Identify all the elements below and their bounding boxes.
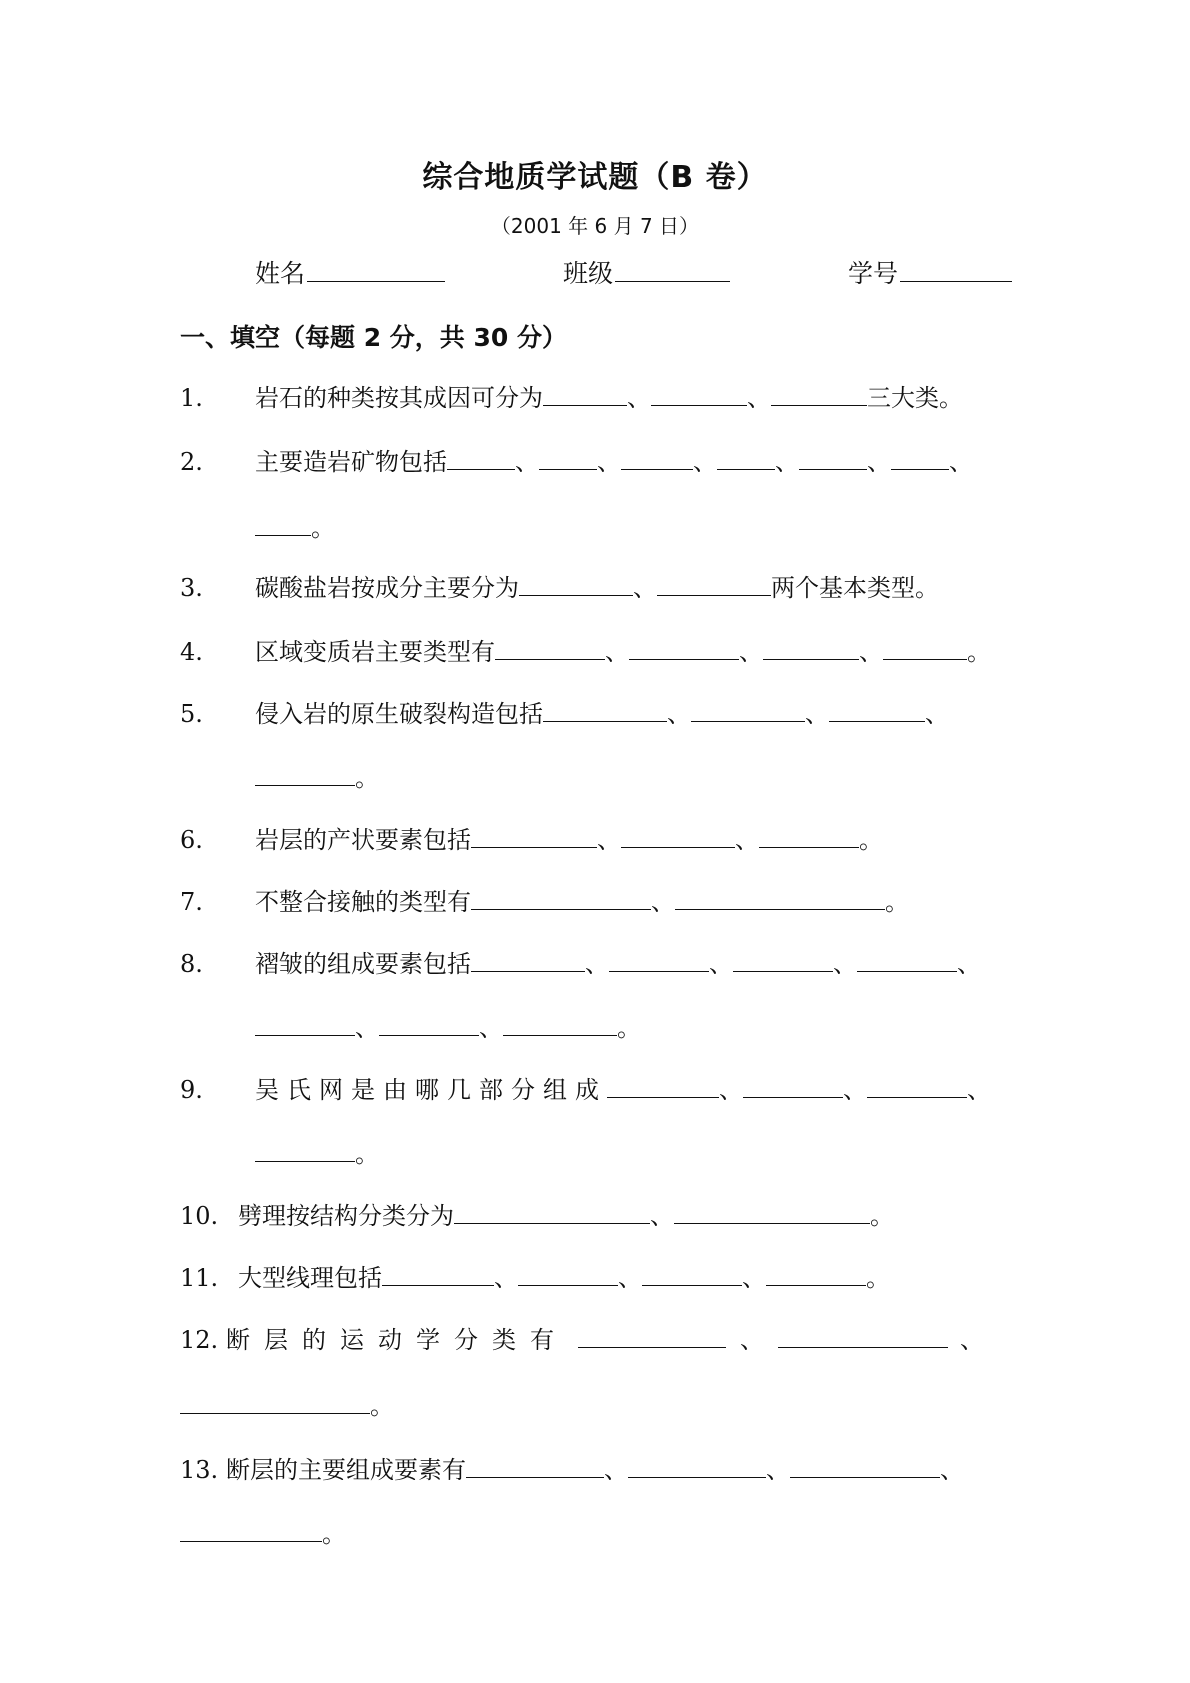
answer-blank[interactable] bbox=[255, 1139, 355, 1162]
question-text: 断层的主要组成要素有 bbox=[226, 1456, 466, 1484]
answer-blank[interactable] bbox=[471, 949, 585, 972]
question-number: 12. bbox=[180, 1326, 219, 1354]
question-text: 主要造岩矿物包括 bbox=[255, 448, 447, 476]
question-number: 2. bbox=[180, 448, 203, 476]
question-tail: 两个基本类型。 bbox=[771, 574, 939, 602]
answer-blank[interactable] bbox=[543, 699, 667, 722]
answer-blank[interactable] bbox=[518, 1263, 618, 1286]
answer-blank[interactable] bbox=[607, 1075, 719, 1098]
class-field[interactable] bbox=[563, 254, 730, 290]
question-2: 2. 主要造岩矿物包括 、 、 、 、 、 、 bbox=[180, 444, 1020, 480]
answer-blank[interactable] bbox=[675, 887, 885, 910]
question-text: 褶皱的组成要素包括 bbox=[255, 950, 471, 978]
question-2-continued: 。 bbox=[180, 510, 1095, 546]
answer-blank[interactable] bbox=[471, 825, 597, 848]
question-8-continued: 、 、 。 bbox=[180, 1010, 1095, 1046]
answer-blank[interactable] bbox=[255, 763, 355, 786]
question-number: 7. bbox=[180, 888, 203, 916]
answer-blank[interactable] bbox=[642, 1263, 742, 1286]
answer-blank[interactable] bbox=[674, 1201, 870, 1224]
question-text: 吴氏网是由哪几部分组成 bbox=[255, 1076, 607, 1104]
answer-blank[interactable] bbox=[255, 513, 311, 536]
name-label: 姓名 bbox=[255, 259, 306, 288]
question-8: 8. 褶皱的组成要素包括 、 、 、 、 bbox=[180, 946, 1020, 982]
answer-blank[interactable] bbox=[447, 447, 515, 470]
name-blank[interactable] bbox=[307, 257, 445, 282]
question-number: 1. bbox=[180, 384, 203, 412]
question-13-continued: 。 bbox=[180, 1516, 1020, 1552]
answer-blank[interactable] bbox=[763, 637, 859, 660]
answer-blank[interactable] bbox=[799, 447, 867, 470]
question-text: 大型线理包括 bbox=[238, 1264, 382, 1292]
question-number: 5. bbox=[180, 700, 203, 728]
exam-date: （2001 年 6 月 7 日） bbox=[490, 214, 700, 238]
question-12-continued: 。 bbox=[180, 1388, 1020, 1424]
answer-blank[interactable] bbox=[691, 699, 805, 722]
answer-blank[interactable] bbox=[759, 825, 859, 848]
question-tail: 三大类。 bbox=[867, 384, 963, 412]
student-id-label: 学号 bbox=[848, 259, 899, 288]
question-10: 10. 劈理按结构分类分为 、 。 bbox=[180, 1198, 1020, 1234]
question-number: 4. bbox=[180, 638, 203, 666]
question-number: 8. bbox=[180, 950, 203, 978]
question-number: 10. bbox=[180, 1202, 219, 1230]
answer-blank[interactable] bbox=[717, 447, 775, 470]
answer-blank[interactable] bbox=[628, 1455, 766, 1478]
question-13: 13. 断层的主要组成要素有 、 、 、 bbox=[180, 1452, 1020, 1488]
question-9: 9. 吴氏网是由哪几部分组成 、 、 、 bbox=[180, 1072, 1020, 1108]
answer-blank[interactable] bbox=[382, 1263, 494, 1286]
answer-blank[interactable] bbox=[778, 1325, 948, 1348]
section-heading: 一、填空（每题 2 分，共 30 分） bbox=[180, 323, 568, 352]
answer-blank[interactable] bbox=[495, 637, 605, 660]
class-blank[interactable] bbox=[615, 257, 730, 282]
page-title: 综合地质学试题（B 卷） bbox=[422, 160, 768, 195]
answer-blank[interactable] bbox=[519, 573, 633, 596]
answer-blank[interactable] bbox=[609, 949, 709, 972]
answer-blank[interactable] bbox=[657, 573, 771, 596]
answer-blank[interactable] bbox=[621, 447, 693, 470]
answer-blank[interactable] bbox=[629, 637, 739, 660]
question-text: 不整合接触的类型有 bbox=[255, 888, 471, 916]
question-number: 13. bbox=[180, 1456, 219, 1484]
class-label: 班级 bbox=[563, 259, 614, 288]
answer-blank[interactable] bbox=[539, 447, 597, 470]
answer-blank[interactable] bbox=[180, 1391, 370, 1414]
question-7: 7. 不整合接触的类型有 、 。 bbox=[180, 884, 1020, 920]
question-9-continued: 。 bbox=[180, 1136, 1095, 1172]
answer-blank[interactable] bbox=[651, 383, 747, 406]
question-number: 6. bbox=[180, 826, 203, 854]
answer-blank[interactable] bbox=[790, 1455, 940, 1478]
question-number: 3. bbox=[180, 574, 203, 602]
answer-blank[interactable] bbox=[857, 949, 957, 972]
answer-blank[interactable] bbox=[766, 1263, 866, 1286]
answer-blank[interactable] bbox=[466, 1455, 604, 1478]
question-3: 3. 碳酸盐岩按成分主要分为 、 两个基本类型。 bbox=[180, 570, 1020, 606]
answer-blank[interactable] bbox=[829, 699, 925, 722]
answer-blank[interactable] bbox=[883, 637, 967, 660]
answer-blank[interactable] bbox=[503, 1013, 617, 1036]
question-12: 12. 断层的运动学分类有 、 、 bbox=[180, 1322, 1020, 1358]
student-info-row bbox=[0, 254, 1190, 294]
answer-blank[interactable] bbox=[454, 1201, 650, 1224]
answer-blank[interactable] bbox=[180, 1519, 322, 1542]
question-text: 侵入岩的原生破裂构造包括 bbox=[255, 700, 543, 728]
answer-blank[interactable] bbox=[471, 887, 651, 910]
answer-blank[interactable] bbox=[891, 447, 949, 470]
answer-blank[interactable] bbox=[621, 825, 735, 848]
answer-blank[interactable] bbox=[255, 1013, 355, 1036]
answer-blank[interactable] bbox=[578, 1325, 726, 1348]
student-id-field[interactable] bbox=[848, 254, 1012, 290]
question-6: 6. 岩层的产状要素包括 、 、 。 bbox=[180, 822, 1020, 858]
question-text: 断层的运动学分类有 bbox=[226, 1326, 568, 1354]
answer-blank[interactable] bbox=[743, 1075, 843, 1098]
question-11: 11. 大型线理包括 、 、 、 。 bbox=[180, 1260, 1020, 1296]
question-text: 劈理按结构分类分为 bbox=[238, 1202, 454, 1230]
question-text: 岩层的产状要素包括 bbox=[255, 826, 471, 854]
question-text: 碳酸盐岩按成分主要分为 bbox=[255, 574, 519, 602]
question-5-continued: 。 bbox=[180, 760, 1095, 796]
question-number: 11. bbox=[180, 1264, 219, 1292]
answer-blank[interactable] bbox=[733, 949, 833, 972]
question-number: 9. bbox=[180, 1076, 203, 1104]
student-id-blank[interactable] bbox=[900, 257, 1012, 282]
name-field[interactable] bbox=[255, 254, 445, 290]
question-text: 岩石的种类按其成因可分为 bbox=[255, 384, 543, 412]
answer-blank[interactable] bbox=[379, 1013, 479, 1036]
question-4: 4. 区域变质岩主要类型有 、 、 、 。 bbox=[180, 634, 1020, 670]
answer-blank[interactable] bbox=[543, 383, 627, 406]
question-5: 5. 侵入岩的原生破裂构造包括 、 、 、 bbox=[180, 696, 1020, 732]
answer-blank[interactable] bbox=[867, 1075, 967, 1098]
question-1: 1. 岩石的种类按其成因可分为 、 、 三大类。 bbox=[180, 380, 1020, 416]
answer-blank[interactable] bbox=[771, 383, 867, 406]
question-text: 区域变质岩主要类型有 bbox=[255, 638, 495, 666]
